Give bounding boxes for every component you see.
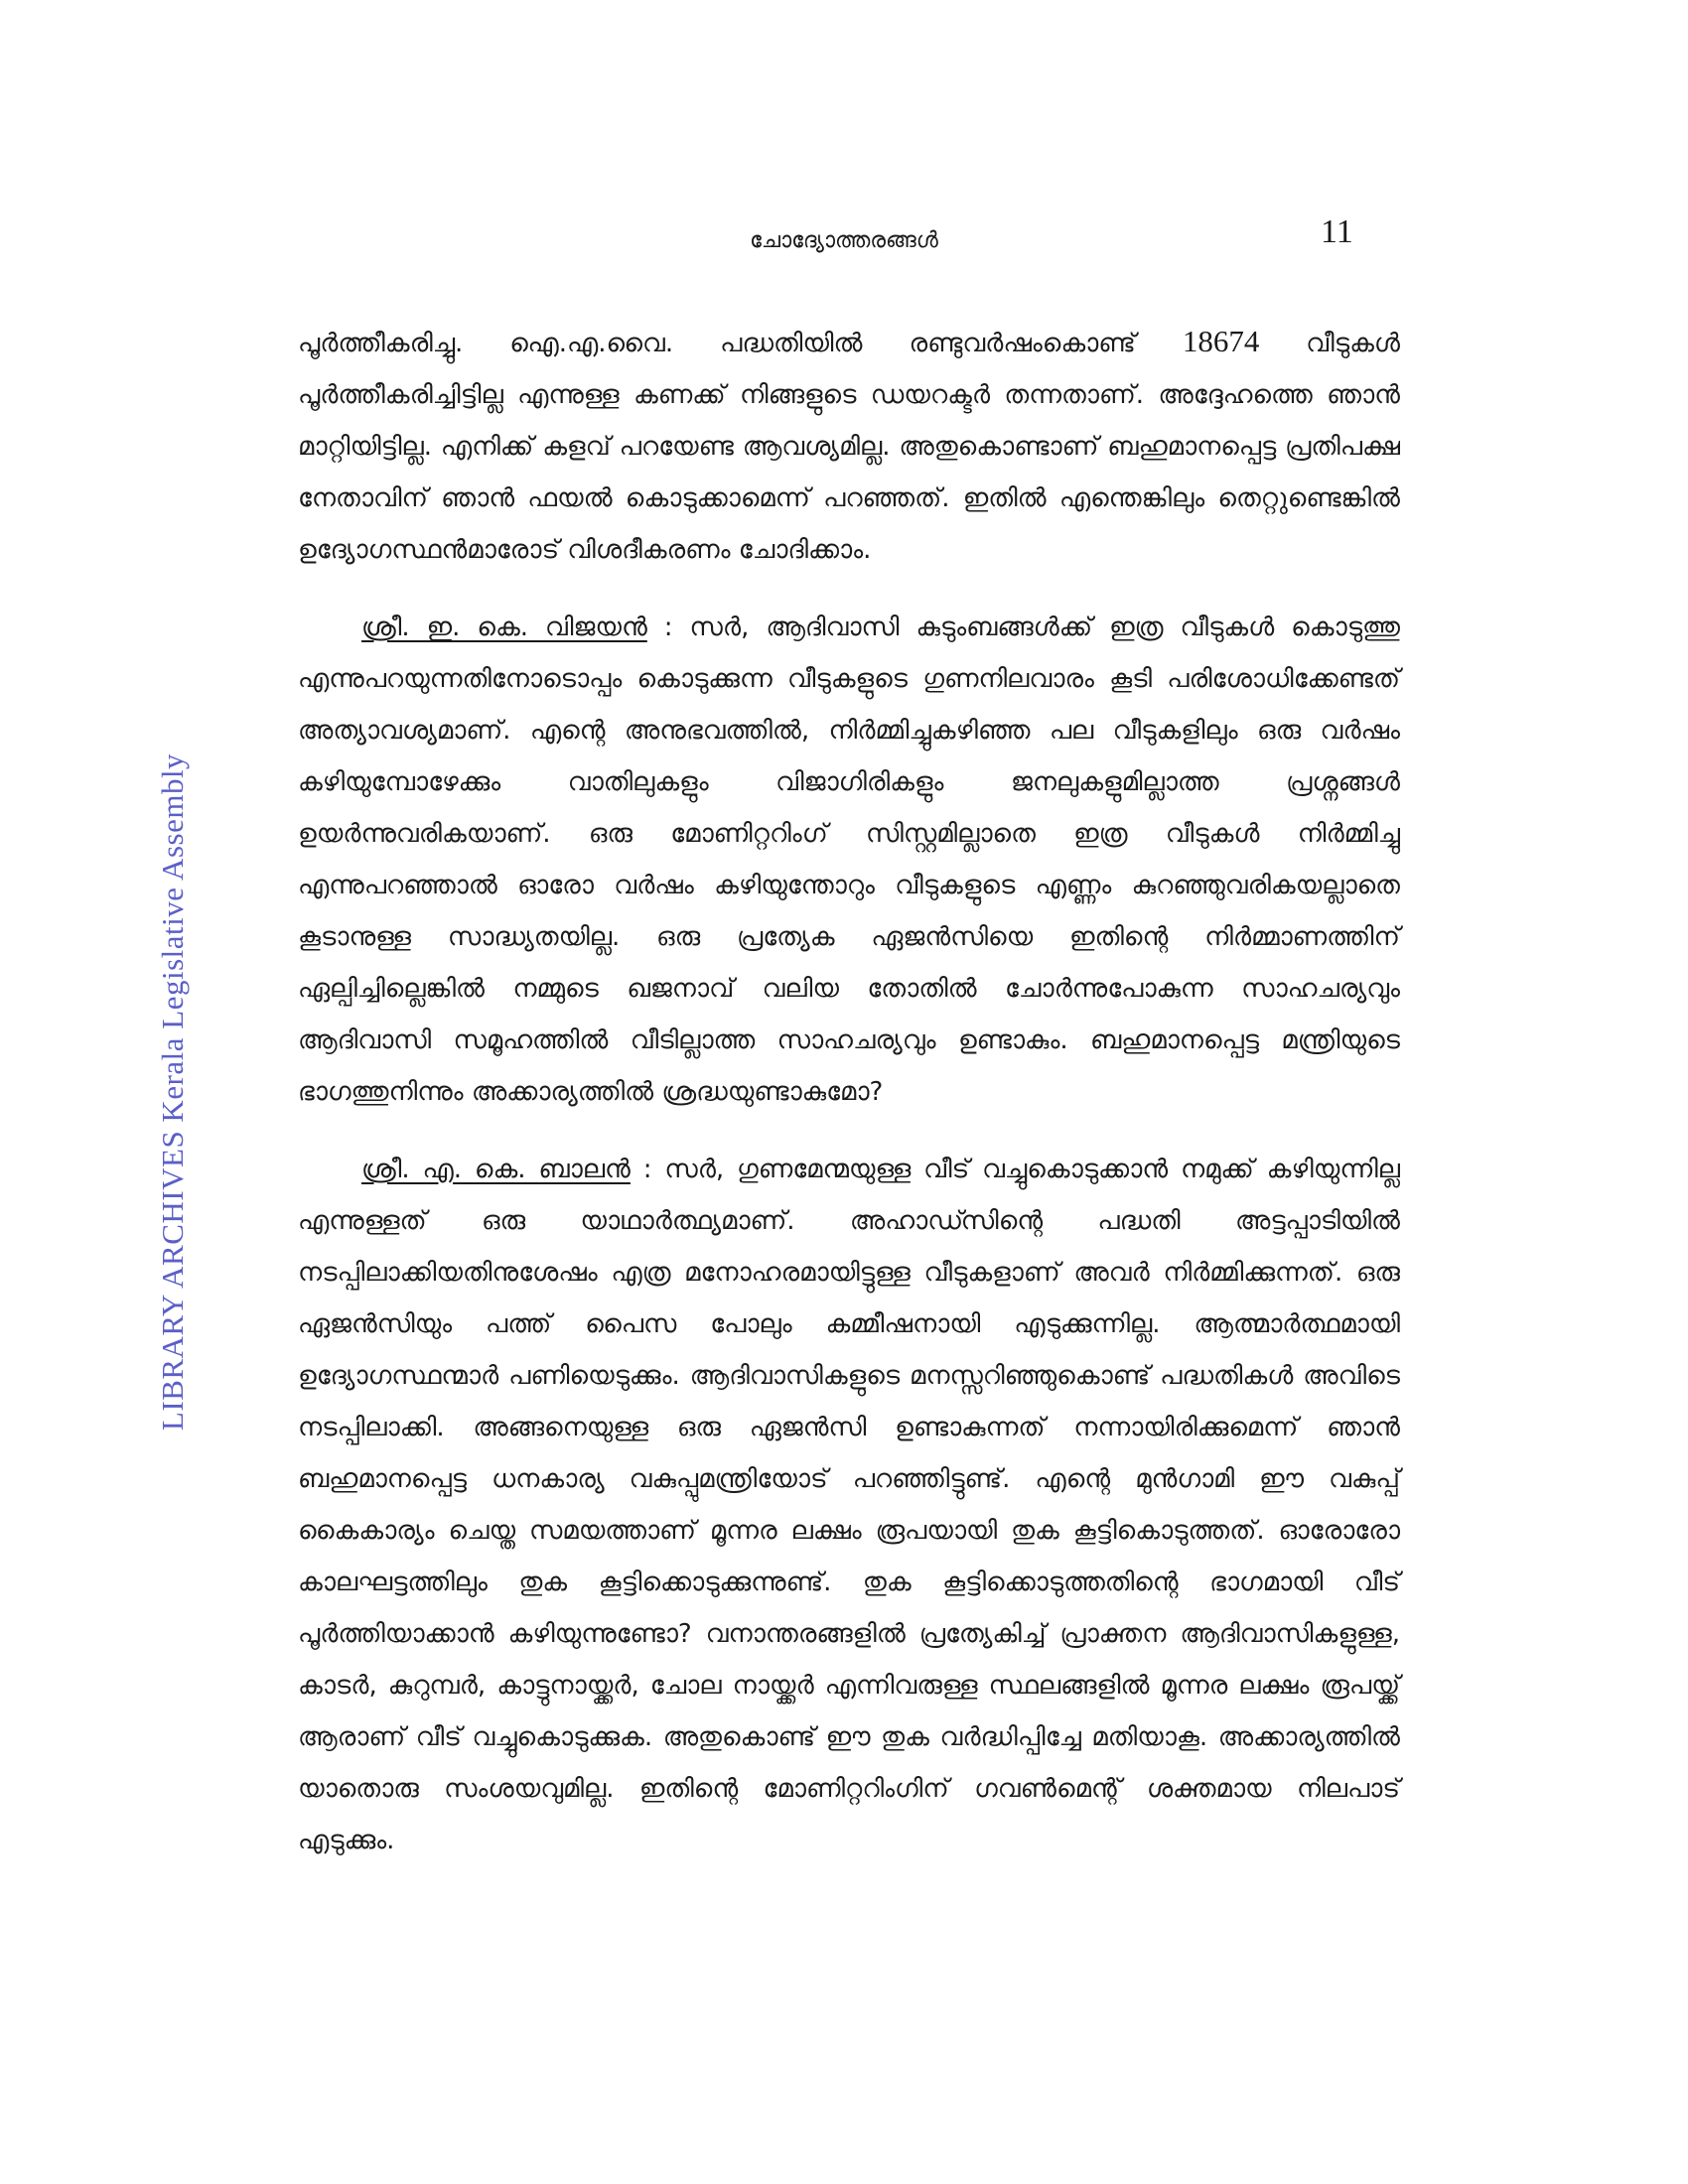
paragraph-text: പൂർത്തീകരിച്ചു. ഐ.എ.വൈ. പദ്ധതിയിൽ രണ്ടുവർഷംകൊണ്ട്	[298, 329, 1183, 358]
paragraph-continuation	[298, 316, 1400, 576]
document-body	[298, 316, 1400, 1892]
speaker-name: ശ്രീ. എ. കെ. ബാലൻ	[361, 1155, 631, 1184]
paragraph-speech	[298, 1144, 1400, 1866]
page-header-title: ചോദ്യോത്തരങ്ങൾ	[750, 228, 938, 253]
paragraph-text: : സർ, ഗുണമേന്മയുള്ള വീട് വച്ചുകൊടുക്കാൻ നമുക്ക് കഴിയുന്നില്ല എന്നുള്ളത് ഒരു യാഥാർത്ഥ്യമാണ്. അഹാഡ്സിന്റെ പദ്ധതി അട്ടപ്പാടിയിൽ നടപ്പിലാക്കിയതിനുശേഷം എത്ര മനോഹരമായിട്ടുള്ള വീടുകളാണ് അവർ നിർമ്മിക്കുന്നത്. ഒരു ഏജൻസിയും പത്ത് പൈസ പോലും കമ്മീഷനായി എടുക്കുന്നില്ല. ആത്മാർത്ഥമായി ഉദ്യോഗസ്ഥന്മാർ പണിയെടുക്കും. ആദിവാസികളുടെ മനസ്സറിഞ്ഞുകൊണ്ട് പദ്ധതികൾ അവിടെ നടപ്പിലാക്കി. അങ്ങനെയുള്ള ഒരു ഏജൻസി ഉണ്ടാകുന്നത് നന്നായിരിക്കുമെന്ന് ഞാൻ ബഹുമാനപ്പെട്ട ധനകാര്യ വകുപ്പുമന്ത്രിയോട് പറഞ്ഞിട്ടുണ്ട്. എന്റെ മുൻഗാമി ഈ വകുപ്പ് കൈകാര്യം ചെയ്ത സമയത്താണ് മൂന്നര ലക്ഷം രൂപയായി തുക കൂട്ടികൊടുത്തത്. ഓരോരോ കാലഘട്ടത്തിലും തുക കൂട്ടിക്കൊടുക്കുന്നുണ്ട്. തുക കൂട്ടിക്കൊടുത്തതിന്റെ ഭാഗമായി വീട് പൂർത്തിയാക്കാൻ കഴിയുന്നുണ്ടോ? വനാന്തരങ്ങളിൽ പ്രത്യേകിച്ച് പ്രാക്തന ആദിവാസികളുള്ള, കാടർ, കുറുമ്പർ, കാട്ടുനായ്ക്കർ, ചോല നായ്ക്കർ എന്നിവരുള്ള സ്ഥലങ്ങളിൽ മൂന്നര ലക്ഷം രൂപയ്ക്ക് ആരാണ് വീട് വച്ചുകൊടുക്കുക. അതുകൊണ്ട് ഈ തുക വർദ്ധിപ്പിച്ചേ മതിയാകൂ. അക്കാര്യത്തിൽ യാതൊരു സംശയവുമില്ല. ഇതിന്റെ മോണിറ്ററിംഗിന് ഗവൺമെന്റ് ശക്തമായ നിലപാട് എടുക്കും.	[298, 1155, 1400, 1855]
speaker-name: ശ്രീ. ഇ. കെ. വിജയൻ	[361, 613, 647, 642]
paragraph-text: : സർ, ആദിവാസി കുടുംബങ്ങൾക്ക് ഇത്ര വീടുകൾ കൊടുത്തു എന്നുപറയുന്നതിനോടൊപ്പം കൊടുക്കുന്ന വീടുകളുടെ ഗുണനിലവാരം കൂടി പരിശോധിക്കേണ്ടത് അത്യാവശ്യമാണ്. എന്റെ അനുഭവത്തിൽ, നിർമ്മിച്ചുകഴിഞ്ഞ പല വീടുകളിലും ഒരു വർഷം കഴിയുമ്പോഴേക്കും വാതിലുകളും വിജാഗിരികളും ജനലുകളുമില്ലാത്ത പ്രശ്നങ്ങൾ ഉയർന്നുവരികയാണ്. ഒരു മോണിറ്ററിംഗ് സിസ്റ്റമില്ലാതെ ഇത്ര വീടുകൾ നിർമ്മിച്ചു എന്നുപറഞ്ഞാൽ ഓരോ വർഷം കഴിയുന്തോറും വീടുകളുടെ എണ്ണം കുറഞ്ഞുവരികയല്ലാതെ കൂടാനുള്ള സാദ്ധ്യതയില്ല. ഒരു പ്രത്യേക ഏജൻസിയെ ഇതിന്റെ നിർമ്മാണത്തിന് ഏല്പിച്ചില്ലെങ്കിൽ നമ്മുടെ ഖജനാവ് വലിയ തോതിൽ ചോർന്നുപോകുന്ന സാഹചര്യവും ആദിവാസി സമൂഹത്തിൽ വീടില്ലാത്ത സാഹചര്യവും ഉണ്ടാകും. ബഹുമാനപ്പെട്ട മന്ത്രിയുടെ ഭാഗത്തുനിന്നും അക്കാര്യത്തിൽ ശ്രദ്ധയുണ്ടാകുമോ?	[298, 613, 1400, 1107]
page-number: 11	[1321, 213, 1353, 250]
library-archives-watermark: LIBRARY ARCHIVES Kerala Legislative Assembly	[155, 752, 190, 1432]
paragraph-speech	[298, 602, 1400, 1118]
paragraph-text: വീടുകൾ പൂർത്തീകരിച്ചിട്ടില്ല എന്നുള്ള കണക്ക് നിങ്ങളുടെ ഡയറക്ടർ തന്നതാണ്. അദ്ദേഹത്തെ ഞാൻ മാറ്റിയിട്ടില്ല. എനിക്ക് കളവ് പറയേണ്ട ആവശ്യമില്ല. അതുകൊണ്ടാണ് ബഹുമാനപ്പെട്ട പ്രതിപക്ഷ നേതാവിന് ഞാൻ ഫയൽ കൊടുക്കാമെന്ന് പറഞ്ഞത്. ഇതിൽ എന്തെങ്കിലും തെറ്റുണ്ടെങ്കിൽ ഉദ്യോഗസ്ഥൻമാരോട് വിശദീകരണം ചോദിക്കാം.	[298, 329, 1400, 565]
house-count-number: 18674	[1182, 324, 1260, 358]
